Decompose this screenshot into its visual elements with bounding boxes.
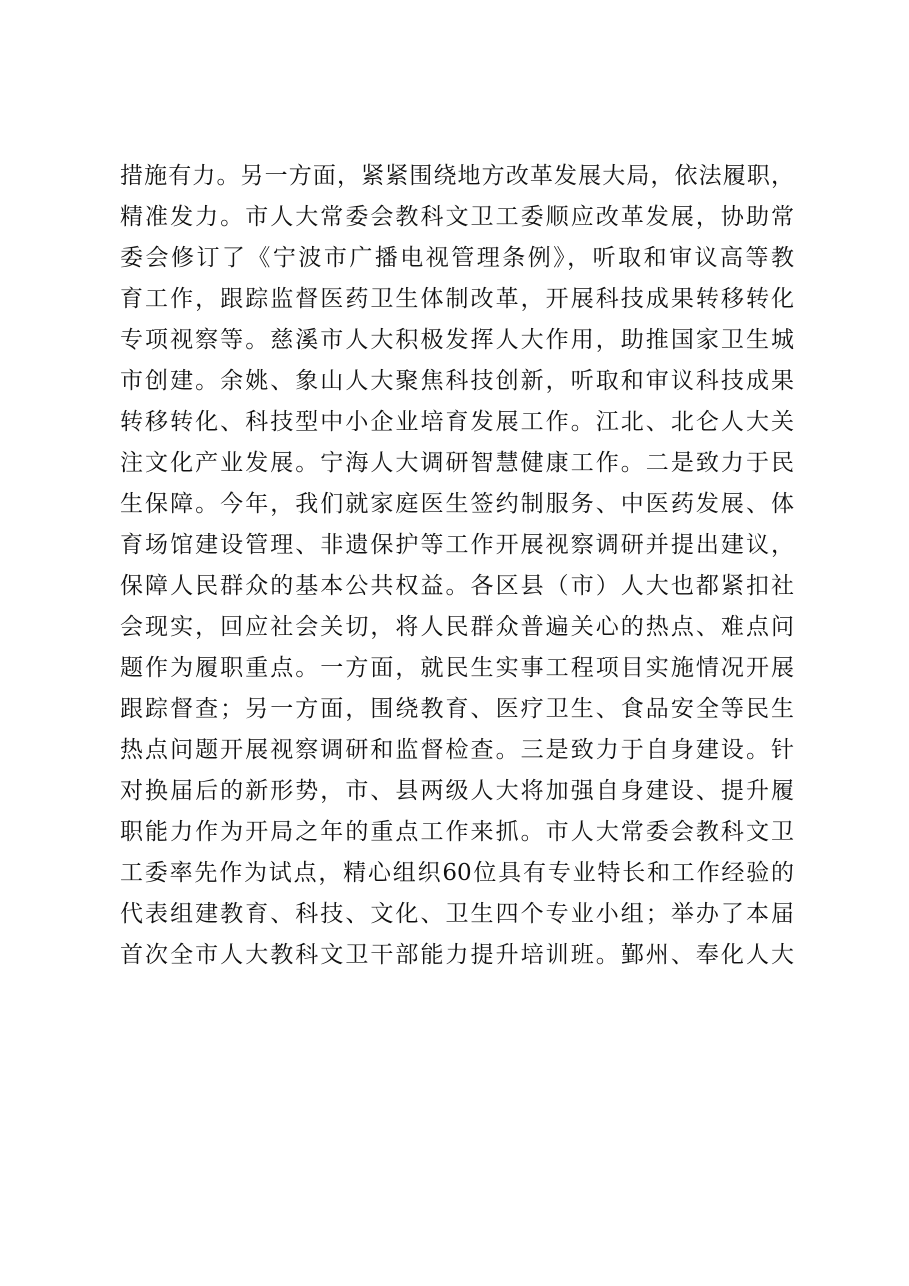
text-line: 委会修订了《宁波市广播电视管理条例》，听取和审议高等教 xyxy=(120,245,794,271)
text-line: 措施有力。另一方面，紧紧围绕地方改革发展大局，依法履职， xyxy=(120,163,794,189)
body-text xyxy=(120,156,810,976)
text-line: 注文化产业发展。宁海人大调研智慧健康工作。二是致力于民 xyxy=(120,450,794,476)
text-line: 育场馆建设管理、非遗保护等工作开展视察调研并提出建议， xyxy=(120,532,794,558)
text-line: 精准发力。市人大常委会教科文卫工委顺应改革发展，协助常 xyxy=(120,204,794,230)
text-line: 职能力作为开局之年的重点工作来抓。市人大常委会教科文卫 xyxy=(120,819,794,845)
text-line: 生保障。今年，我们就家庭医生签约制服务、中医药发展、体 xyxy=(120,491,794,517)
text-line: 跟踪督查；另一方面，围绕教育、医疗卫生、食品安全等民生 xyxy=(120,696,794,722)
text-line: 工委率先作为试点，精心组织60位具有专业特长和工作经验的 xyxy=(120,860,794,886)
text-line: 代表组建教育、科技、文化、卫生四个专业小组；举办了本届 xyxy=(120,901,794,927)
text-line: 热点问题开展视察调研和监督检查。三是致力于自身建设。针 xyxy=(120,737,794,763)
text-line: 市创建。余姚、象山人大聚焦科技创新，听取和审议科技成果 xyxy=(120,368,794,394)
text-line: 首次全市人大教科文卫干部能力提升培训班。鄞州、奉化人大 xyxy=(120,942,794,968)
text-line: 题作为履职重点。一方面，就民生实事工程项目实施情况开展 xyxy=(120,655,794,681)
text-line: 专项视察等。慈溪市人大积极发挥人大作用，助推国家卫生城 xyxy=(120,327,794,353)
text-line: 会现实，回应社会关切，将人民群众普遍关心的热点、难点问 xyxy=(120,614,794,640)
text-line: 转移转化、科技型中小企业培育发展工作。江北、北仑人大关 xyxy=(120,409,794,435)
text-line: 育工作，跟踪监督医药卫生体制改革，开展科技成果转移转化 xyxy=(120,286,794,312)
text-line: 对换届后的新形势，市、县两级人大将加强自身建设、提升履 xyxy=(120,778,794,804)
text-line: 保障人民群众的基本公共权益。各区县（市）人大也都紧扣社 xyxy=(120,573,794,599)
